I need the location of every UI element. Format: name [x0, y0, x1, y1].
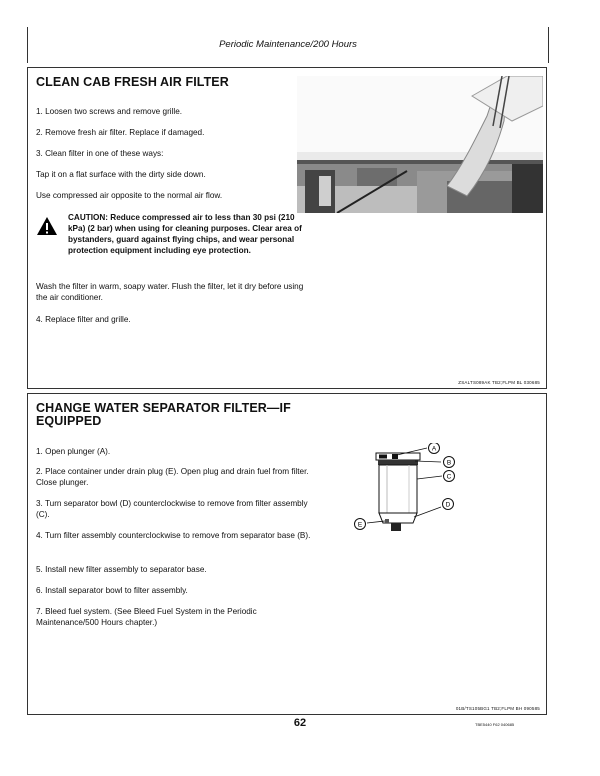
warning-triangle-icon: [36, 216, 58, 236]
page-header: [27, 27, 549, 63]
callout-b: [444, 457, 455, 468]
caution-text: CAUTION: Reduce compressed air to less than 30 psi (210 kPa) (2 bar) when using for cleaning purposes. Clear area of bystanders, guard against flying chips, and wear personal protection equipment including eye protection.: [68, 213, 302, 255]
step-3-option-air: Use compressed air opposite to the normal air flow.: [36, 191, 223, 200]
step-2: 2. Place container under drain plug (E). Open plug and drain fuel from filter. Close plunger.: [36, 467, 309, 487]
step-7: 7. Bleed fuel system. (See Bleed Fuel System in the Periodic Maintenance/500 Hours chapter.): [36, 607, 257, 627]
svg-text:B: B: [446, 459, 452, 467]
water-separator-diagram: [337, 443, 467, 543]
step-2: 2. Remove fresh air filter. Replace if damaged.: [36, 128, 205, 137]
step-4: 4. Turn filter assembly counterclockwise to remove from separator base (B).: [36, 531, 311, 540]
step-3: 3. Turn separator bowl (D) counterclockwise to remove from filter assembly (C).: [36, 499, 308, 519]
step-1: 1. Open plunger (A).: [36, 447, 111, 456]
callout-e: [355, 519, 366, 530]
wash-instructions: Wash the filter in warm, soapy water. Flush the filter, let it dry before using the air conditioner.: [36, 282, 304, 302]
page-ref-code: TBE5440 F62 040685: [475, 722, 515, 727]
svg-text:C: C: [446, 473, 452, 481]
step-3: 3. Clean filter in one of these ways:: [36, 149, 164, 158]
step-1: 1. Loosen two screws and remove grille.: [36, 107, 183, 116]
section-ref-code: 01B/TS105BG1 TB2;FLPM BH 090585: [455, 706, 540, 711]
step-3-option-tap: Tap it on a flat surface with the dirty side down.: [36, 170, 206, 179]
header-title: Periodic Maintenance/200 Hours: [219, 39, 357, 50]
callout-c: [444, 471, 455, 482]
callout-d: [443, 499, 454, 510]
step-6: 6. Install separator bowl to filter assembly.: [36, 586, 188, 595]
svg-text:E: E: [357, 521, 363, 529]
section-water-separator-filter: [27, 393, 547, 715]
svg-text:D: D: [445, 501, 451, 509]
section-title: CHANGE WATER SEPARATOR FILTER—IF EQUIPPED: [36, 401, 291, 428]
callout-a: [429, 443, 440, 454]
section-title: CLEAN CAB FRESH AIR FILTER: [36, 75, 229, 89]
filter-removal-photo: [297, 76, 543, 213]
section-ref-code: ZSALTS089AK TB2;FLPM BL 030685: [458, 380, 540, 385]
page-number: 62: [293, 717, 307, 729]
svg-text:A: A: [431, 445, 437, 453]
step-5: 5. Install new filter assembly to separator base.: [36, 565, 207, 574]
step-4: 4. Replace filter and grille.: [36, 315, 131, 324]
